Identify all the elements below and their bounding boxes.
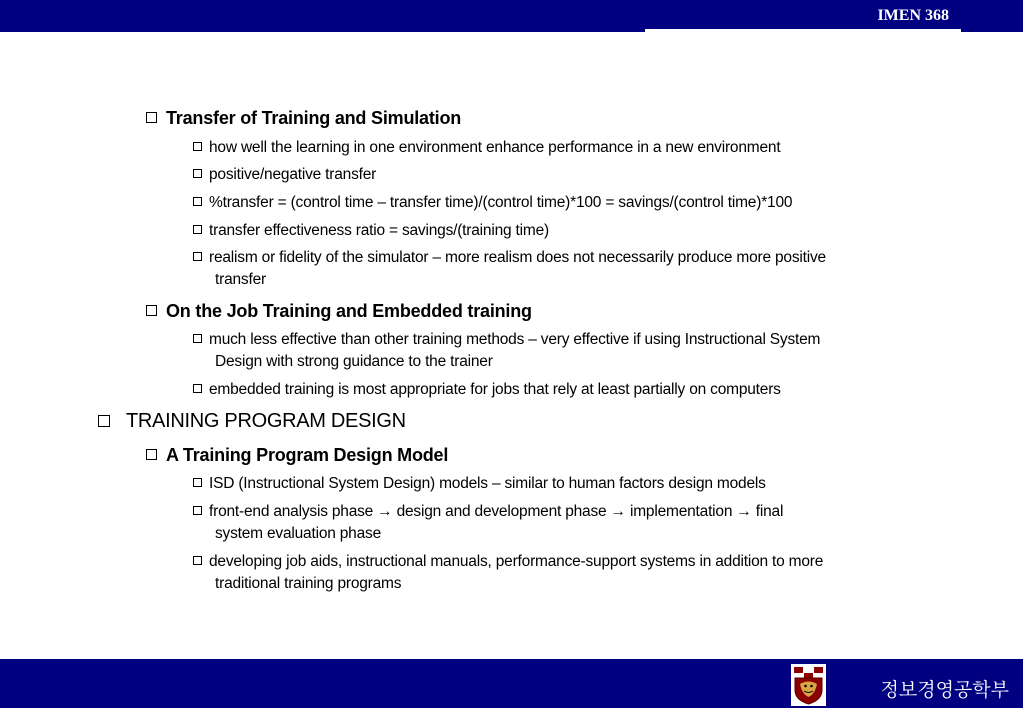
bullet-less-effective (193, 329, 820, 351)
checkbox-bullet-icon (193, 556, 202, 565)
bullet-realism-fidelity (193, 247, 826, 269)
header-underline (645, 29, 961, 32)
checkbox-bullet-icon (193, 197, 202, 206)
bullet-text: transfer effectiveness ratio = savings/(training time) (209, 222, 549, 239)
checkbox-bullet-icon (193, 384, 202, 393)
bullet-job-aids (193, 551, 823, 573)
bullet-text: TRAINING PROGRAM DESIGN (126, 410, 406, 432)
bullet-text: how well the learning in one environment enhance performance in a new environment (209, 139, 781, 156)
bullet-isd-models (193, 473, 766, 495)
checkbox-bullet-icon (193, 334, 202, 343)
footer-bar (0, 659, 1023, 708)
checkbox-bullet-icon (146, 449, 157, 460)
bullet-realism-fidelity-continued (215, 269, 266, 291)
university-crest-logo (791, 664, 826, 706)
bullet-on-the-job-training (146, 300, 532, 322)
bullet-text: A Training Program Design Model (166, 445, 449, 465)
bullet-text: traditional training programs (215, 575, 402, 592)
bullet-text: much less effective than other training methods – very effective if using Instructional System (209, 331, 821, 348)
bullet-job-aids-continued (215, 573, 401, 595)
bullet-less-effective-continued (215, 351, 493, 373)
checkbox-bullet-icon (193, 142, 202, 151)
bullet-training-program-design (98, 409, 406, 433)
checkbox-bullet-icon (193, 225, 202, 234)
bullet-positive-negative (193, 164, 376, 186)
bullet-text: Transfer of Training and Simulation (166, 108, 462, 128)
department-name: 정보경영공학부 (880, 679, 1009, 701)
checkbox-bullet-icon (193, 169, 202, 178)
bullet-text: system evaluation phase (215, 525, 381, 542)
bullet-text: %transfer = (control time – transfer time)/(control time)*100 = savings/(control time)*100 (209, 194, 793, 211)
bullet-text: realism or fidelity of the simulator – more realism does not necessarily produce more positive (209, 249, 826, 266)
bullet-text: ISD (Instructional System Design) models – similar to human factors design models (209, 475, 766, 492)
course-code: IMEN 368 (877, 7, 949, 24)
bullet-text: Design with strong guidance to the trainer (215, 353, 493, 370)
bullet-embedded-training (193, 379, 781, 401)
bullet-text: transfer (215, 271, 266, 288)
checkbox-bullet-icon (193, 252, 202, 261)
bullet-transfer-definition (193, 137, 780, 159)
checkbox-bullet-icon (193, 506, 202, 515)
bullet-front-end-analysis-continued (215, 523, 381, 545)
bullet-text: front-end analysis phase → design and development phase → implementation → final (209, 503, 784, 520)
bullet-text: embedded training is most appropriate for jobs that rely at least partially on computers (209, 381, 781, 398)
bullet-percent-transfer (193, 192, 792, 214)
crest-icon (791, 664, 826, 706)
checkbox-bullet-icon (146, 305, 157, 316)
bullet-text: positive/negative transfer (209, 166, 377, 183)
bullet-effectiveness-ratio (193, 220, 549, 242)
bullet-front-end-analysis (193, 501, 783, 523)
checkbox-bullet-icon (146, 112, 157, 123)
bullet-text: On the Job Training and Embedded training (166, 301, 532, 321)
bullet-transfer-of-training (146, 107, 461, 129)
checkbox-bullet-icon (193, 478, 202, 487)
bullet-text: developing job aids, instructional manuals, performance-support systems in addition to more (209, 553, 824, 570)
header-bar (0, 0, 1023, 32)
checkbox-bullet-icon (98, 415, 110, 427)
bullet-design-model (146, 444, 448, 466)
